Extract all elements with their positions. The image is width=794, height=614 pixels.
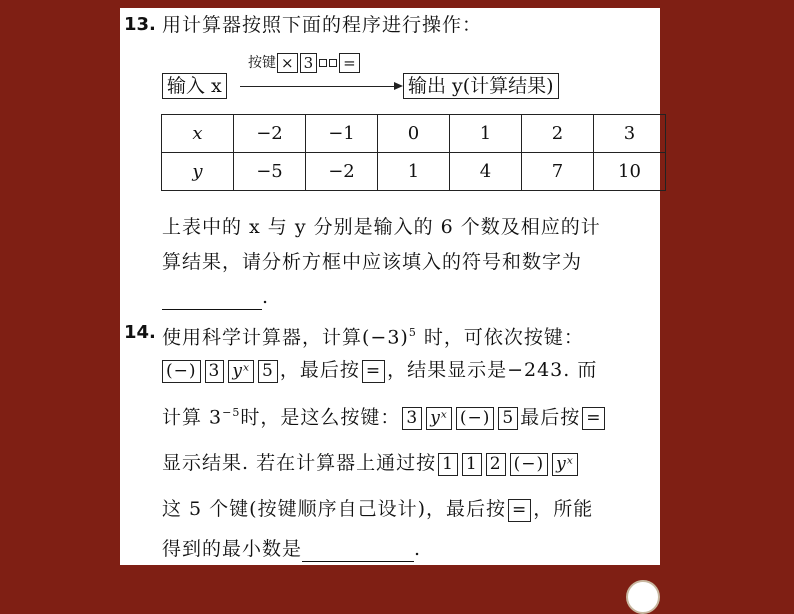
key-multiply: × xyxy=(277,53,298,73)
table-cell: 4 xyxy=(450,153,522,191)
table-cell: 10 xyxy=(594,153,666,191)
key-five: 5 xyxy=(498,407,518,430)
question-14-line-3 xyxy=(162,400,607,430)
key-equals: = xyxy=(362,360,385,383)
key-equals: = xyxy=(339,53,360,73)
key-equals: = xyxy=(582,407,605,430)
table-cell: 0 xyxy=(378,115,450,153)
table-cell: 1 xyxy=(378,153,450,191)
question-14-line-4 xyxy=(162,450,580,476)
exponent: −5 xyxy=(222,406,241,419)
table-row-x xyxy=(162,115,666,153)
table-cell: −5 xyxy=(234,153,306,191)
table-cell: y xyxy=(162,153,234,191)
key-power: yˣ xyxy=(228,360,254,383)
flow-arrow-line xyxy=(240,86,395,87)
question-13-answer-line xyxy=(162,284,269,310)
q14-line6-start: 得到的最小数是 xyxy=(162,538,303,560)
key-equals: = xyxy=(508,499,531,522)
table-cell: 3 xyxy=(594,115,666,153)
question-14-line-2 xyxy=(160,357,597,383)
q14-line1-text: 使用科学计算器，计算(−3) xyxy=(162,326,409,349)
keys-label: 按键 xyxy=(248,55,276,71)
key-three: 3 xyxy=(205,360,225,383)
key-sequence xyxy=(248,52,361,73)
table-cell: x xyxy=(162,115,234,153)
q14-line3-start: 计算 3 xyxy=(162,406,223,429)
placeholder-square xyxy=(319,59,327,67)
output-box: 输出 y(计算结果) xyxy=(403,73,559,99)
placeholder-square xyxy=(329,59,337,67)
q14-line1-end: 时，可依次按键： xyxy=(416,326,584,349)
q14-line5-end: ，所能 xyxy=(533,498,594,520)
table-cell: −2 xyxy=(306,153,378,191)
flow-arrow-head xyxy=(394,82,403,90)
key-one: 1 xyxy=(462,453,482,476)
period: . xyxy=(414,538,422,560)
table-cell: −2 xyxy=(234,115,306,153)
key-three: 3 xyxy=(300,53,318,73)
table-cell: −1 xyxy=(306,115,378,153)
key-negative: (−) xyxy=(162,360,201,383)
decorative-badge xyxy=(626,580,660,614)
question-14-number: 14. xyxy=(124,322,156,343)
question-13-number: 13. xyxy=(124,14,156,35)
question-14-line-6 xyxy=(162,536,421,562)
key-negative: (−) xyxy=(510,453,549,476)
q14-line2-end: ，结果显示是−243. 而 xyxy=(387,359,598,381)
question-13-text-2: 算结果，请分析方框中应该填入的符号和数字为 xyxy=(162,251,583,273)
q14-line3-mid: 时，是这么按键： xyxy=(240,406,401,429)
q14-line2-mid: ，最后按 xyxy=(279,359,360,381)
key-power: yˣ xyxy=(426,407,452,430)
question-14-line-5 xyxy=(162,496,593,522)
key-five: 5 xyxy=(258,360,278,383)
table-cell: 2 xyxy=(522,115,594,153)
key-power: yˣ xyxy=(552,453,578,476)
key-negative: (−) xyxy=(456,407,495,430)
question-13-text-1: 上表中的 x 与 y 分别是输入的 6 个数及相应的计 xyxy=(162,216,601,238)
table-row-y xyxy=(162,153,666,191)
key-one: 1 xyxy=(438,453,458,476)
period: . xyxy=(262,286,270,308)
exponent: 5 xyxy=(408,326,417,339)
answer-blank-13[interactable] xyxy=(162,287,262,310)
q14-line4-start: 显示结果. 若在计算器上通过按 xyxy=(162,452,437,474)
q14-line3-end: 最后按 xyxy=(520,406,581,429)
answer-blank-14[interactable] xyxy=(302,539,414,562)
key-three: 3 xyxy=(402,407,422,430)
key-two: 2 xyxy=(486,453,506,476)
data-table xyxy=(161,114,666,191)
table-cell: 7 xyxy=(522,153,594,191)
input-box: 输入 x xyxy=(162,73,227,99)
table-cell: 1 xyxy=(450,115,522,153)
q14-line5-start: 这 5 个键(按键顺序自己设计)，最后按 xyxy=(162,498,506,520)
question-13-prompt: 用计算器按照下面的程序进行操作： xyxy=(162,14,483,36)
question-14-line-1 xyxy=(162,320,584,350)
